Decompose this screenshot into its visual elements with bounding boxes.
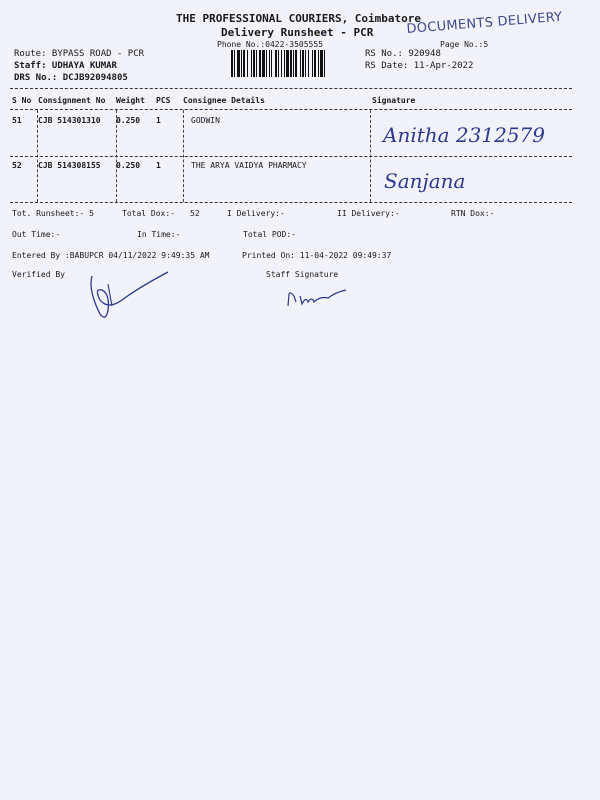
ii-delivery: II Delivery:- xyxy=(337,209,400,218)
rtn-dox: RTN Dox:- xyxy=(451,209,495,218)
row-consignee: THE ARYA VAIDYA PHARMACY xyxy=(191,161,307,170)
rs-date: RS Date: 11-Apr-2022 xyxy=(365,61,474,71)
route-label: Route: BYPASS ROAD - PCR xyxy=(14,49,145,59)
table-rule-bottom xyxy=(10,202,572,203)
phone-number: Phone No.:0422-3505555 xyxy=(217,40,323,49)
verified-by-label: Verified By xyxy=(12,270,65,279)
rs-number: RS No.: 920948 xyxy=(365,49,441,59)
row-consignee: GODWIN xyxy=(191,116,220,125)
header-rule-bottom xyxy=(10,109,572,110)
total-pod: Total POD:- xyxy=(243,230,296,239)
staff-label: Staff: UDHAYA KUMAR xyxy=(14,61,117,71)
header-rule-top xyxy=(10,88,572,89)
row-sno: 51 xyxy=(12,116,22,125)
row-consignment: CJB 514308155 xyxy=(38,161,101,170)
in-time: In Time:- xyxy=(137,230,181,239)
col-header-consignee: Consignee Details xyxy=(183,96,265,105)
documents-delivery-stamp: DOCUMENTS DELIVERY xyxy=(406,9,563,37)
verifier-signature xyxy=(78,270,178,322)
staff-signature xyxy=(286,286,350,310)
col-header-weight: Weight xyxy=(116,96,145,105)
col-header-pcs: PCS xyxy=(156,96,171,105)
page-number: Page No.:5 xyxy=(440,40,489,49)
row-sno: 52 xyxy=(12,161,22,170)
row-pcs: 1 xyxy=(156,116,161,125)
printed-on: Printed On: 11-04-2022 09:49:37 xyxy=(242,251,392,260)
row-consignment: CJB 514301310 xyxy=(38,116,101,125)
svg-text:Anitha 2312579: Anitha 2312579 xyxy=(383,123,545,147)
total-dox-label: Total Dox:- xyxy=(122,209,175,218)
col-header-signature: Signature xyxy=(372,96,416,105)
handwritten-signature xyxy=(384,166,524,200)
company-name: THE PROFESSIONAL COURIERS, Coimbatore xyxy=(176,12,422,25)
svg-text:Sanjana: Sanjana xyxy=(384,169,466,193)
entered-by: Entered By :BABUPCR 04/11/2022 9:49:35 AM xyxy=(12,251,210,260)
col-header-sno: S No xyxy=(12,96,32,105)
row-pcs: 1 xyxy=(156,161,161,170)
staff-signature-label: Staff Signature xyxy=(266,270,339,279)
handwritten-signature xyxy=(383,120,563,156)
col-header-consignment: Consignment No xyxy=(38,96,106,105)
out-time: Out Time:- xyxy=(12,230,61,239)
runsheet-title: Delivery Runsheet - PCR xyxy=(221,26,374,39)
drs-number: DRS No.: DCJB92094805 xyxy=(14,73,128,83)
row-weight: 0.250 xyxy=(116,161,141,170)
row-weight: 0.250 xyxy=(116,116,141,125)
total-runsheet: Tot. Runsheet:- 5 xyxy=(12,209,94,218)
i-delivery: I Delivery:- xyxy=(227,209,285,218)
row-rule xyxy=(10,156,572,157)
barcode xyxy=(231,50,351,78)
total-dox-value: 52 xyxy=(190,209,200,218)
